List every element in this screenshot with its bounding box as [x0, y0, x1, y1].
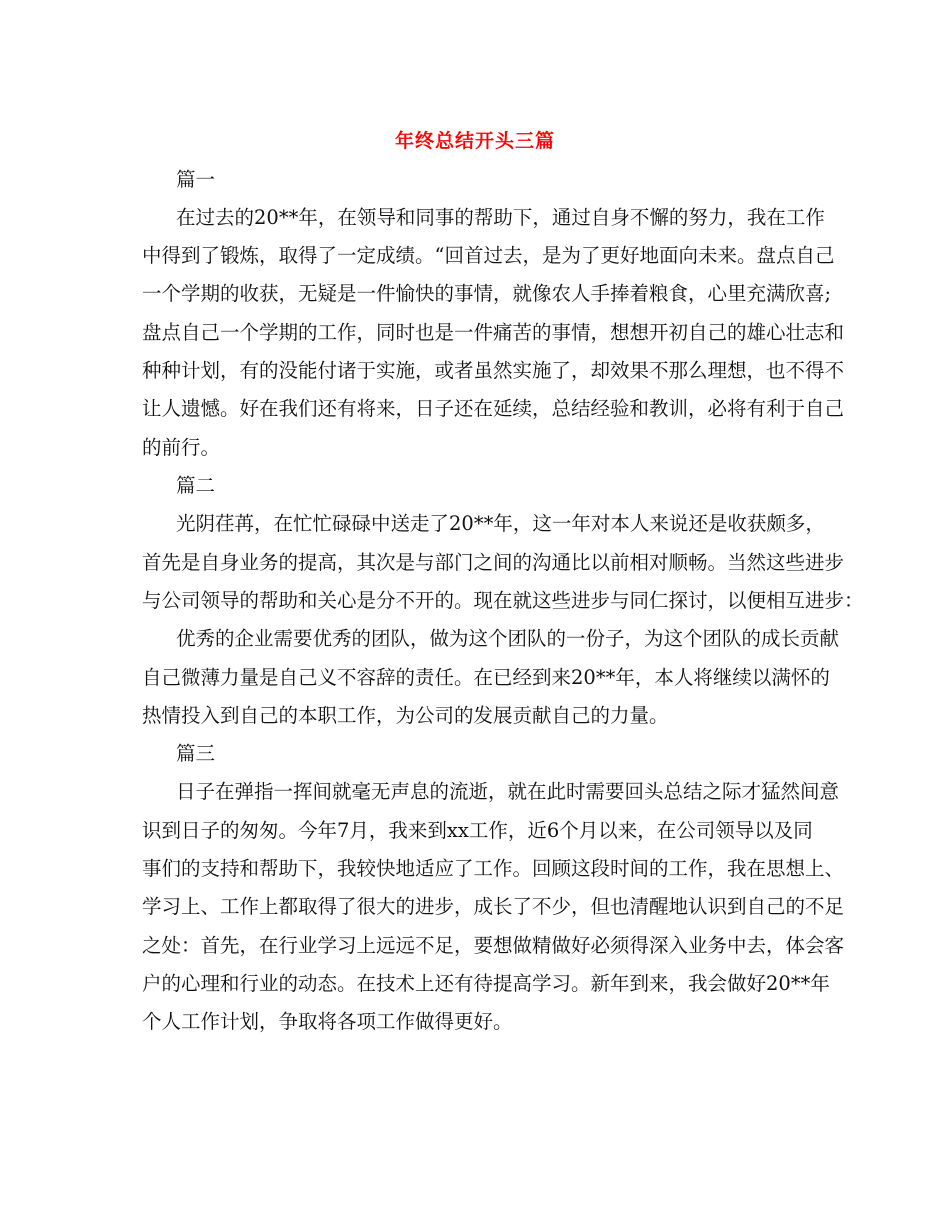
paragraph-line: 盘点自己一个学期的工作，同时也是一件痛苦的事情，想想开初自己的雄心壮志和: [142, 321, 845, 344]
paragraph-line: 热情投入到自己的本职工作，为公司的发展贡献自己的力量。: [142, 704, 669, 727]
paragraph-line: 识到日子的匆匆。今年7月，我来到xx工作，近6个月以来，在公司领导以及同: [142, 819, 813, 842]
paragraph-line: 个人工作计划，争取将各项工作做得更好。: [142, 1010, 513, 1033]
paragraph-line: 光阴荏苒，在忙忙碌碌中送走了20**年，这一年对本人来说还是收获颇多，: [176, 512, 825, 535]
paragraph-line: 种种计划，有的没能付诸于实施，或者虽然实施了，却效果不那么理想，也不得不: [142, 359, 845, 382]
paragraph-line: 之处：首先，在行业学习上远远不足，要想做精做好必须得深入业务中去，体会客: [142, 934, 845, 957]
paragraph-line: 户的心理和行业的动态。在技术上还有待提高学习。新年到来，我会做好20**年: [142, 972, 830, 995]
paragraph-line: 中得到了锻炼，取得了一定成绩。“回首过去，是为了更好地面向未来。盘点自己: [142, 244, 835, 267]
paragraph-line: 的前行。: [142, 436, 221, 459]
paragraph-line: 与公司领导的帮助和关心是分不开的。现在就这些进步与同仁探讨，以便相互进步：: [142, 589, 864, 612]
paragraph-line: 首先是自身业务的提高，其次是与部门之间的沟通比以前相对顺畅。当然这些进步: [142, 551, 845, 574]
paragraph-line: 让人遗憾。好在我们还有将来，日子还在延续，总结经验和教训，必将有利于自己: [142, 397, 845, 420]
paragraph-line: 优秀的企业需要优秀的团队，做为这个团队的一份子，为这个团队的成长贡献: [176, 627, 840, 650]
section-heading-1: 篇一: [176, 168, 216, 191]
paragraph-line: 学习上、工作上都取得了很大的进步，成长了不少，但也清醒地认识到自己的不足: [142, 895, 845, 918]
document-title: 年终总结开头三篇: [394, 130, 555, 152]
paragraph-line: 在过去的20**年，在领导和同事的帮助下，通过自身不懈的努力，我在工作: [176, 206, 825, 229]
paragraph-line: 日子在弹指一挥间就毫无声息的流逝，就在此时需要回头总结之际才猛然间意: [176, 780, 840, 803]
paragraph-line: 一个学期的收获，无疑是一件愉快的事情，就像农人手捧着粮食，心里充满欣喜;: [142, 282, 832, 305]
section-heading-2: 篇二: [176, 474, 216, 497]
paragraph-line: 自己微薄力量是自己义不容辞的责任。在已经到来20**年，本人将继续以满怀的: [142, 666, 830, 689]
paragraph-line: 事们的支持和帮助下，我较快地适应了工作。回顾这段时间的工作，我在思想上、: [142, 857, 845, 880]
section-heading-3: 篇三: [176, 742, 216, 765]
